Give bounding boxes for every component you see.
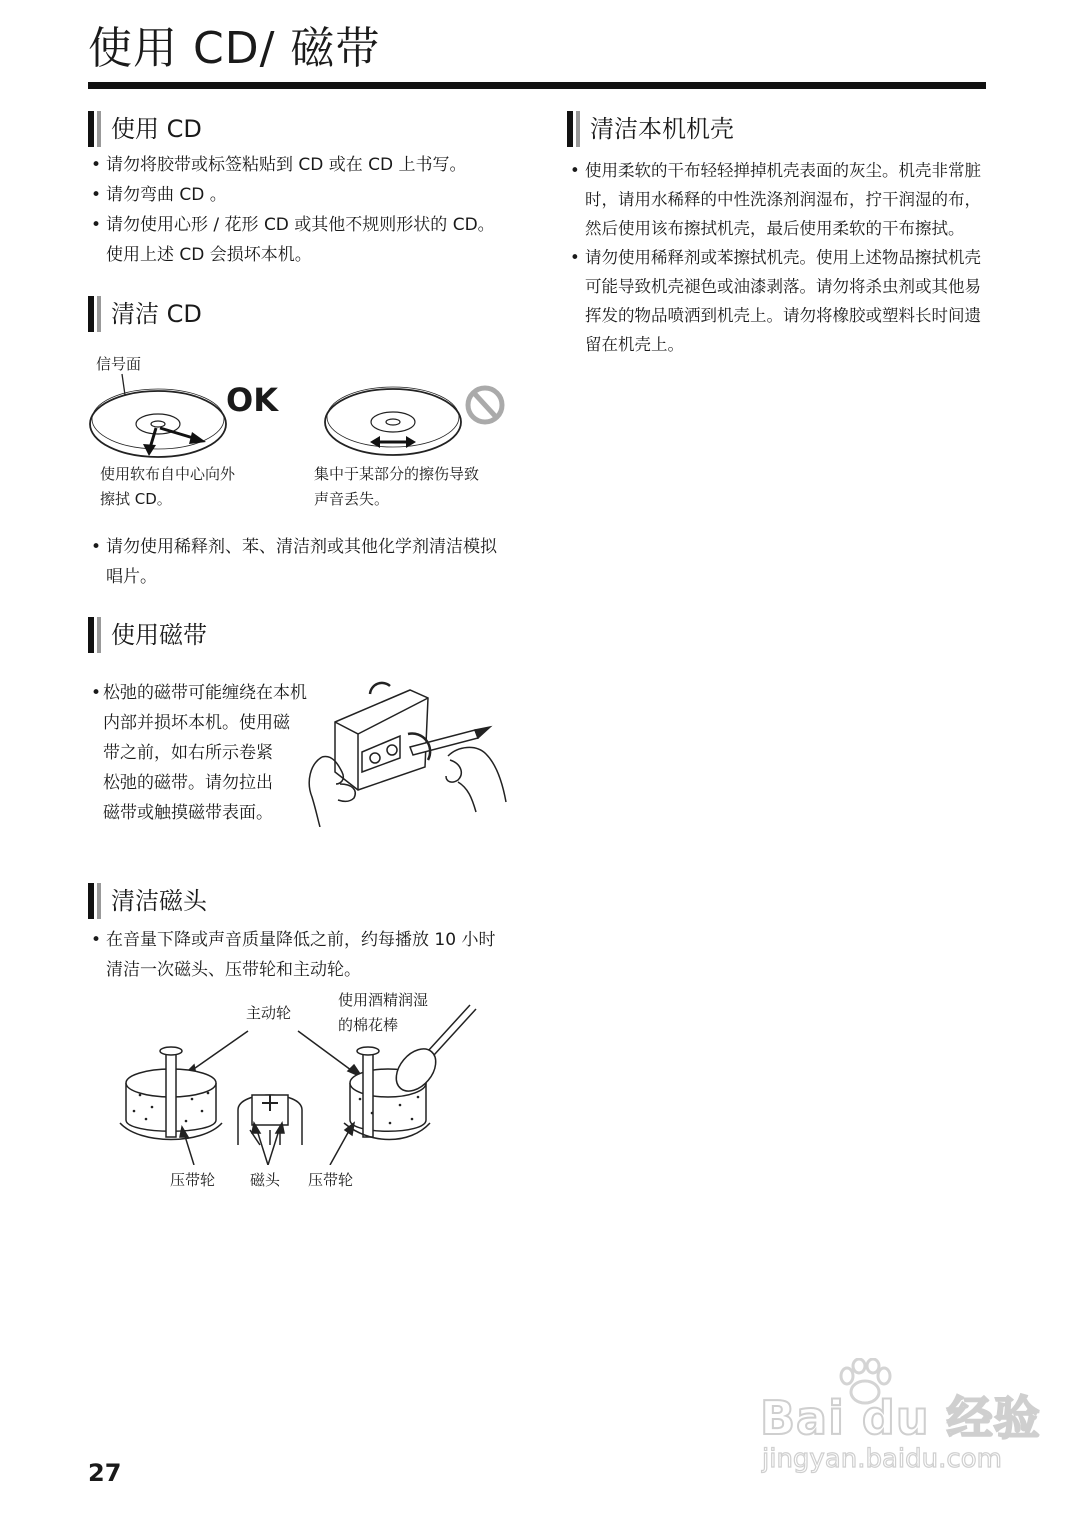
section-heading-clean-head — [88, 883, 207, 919]
list-item: • 请勿使用心形 / 花形 CD 或其他不规则形状的 CD。使用上述 CD 会损坏本机。 — [88, 210, 508, 270]
section-title: 清洁 CD — [111, 300, 202, 328]
baidu-watermark — [760, 1358, 1050, 1478]
swab-label-line2: 的棉花棒 — [338, 1016, 399, 1034]
text-line: 内部并损坏本机。使用磁 — [103, 713, 290, 733]
list-item: • 在音量下降或声音质量降低之前，约每播放 10 小时清洁一次磁头、压带轮和主动轮。 — [88, 925, 503, 985]
caption-line: 集中于某部分的擦伤导致 — [314, 465, 480, 483]
head-cleaning-illustration — [110, 995, 490, 1165]
section-title: 清洁本机机壳 — [590, 115, 734, 143]
list-item: • 请勿弯曲 CD 。 — [88, 180, 508, 210]
pinch-roller-left-drawing — [120, 1047, 222, 1140]
clean-cabinet-list — [567, 156, 985, 359]
section-heading-use-tape — [88, 617, 207, 653]
list-item: • 请勿使用稀释剂、苯、清洁剂或其他化学剂清洁模拟唱片。 — [88, 532, 508, 592]
text-line: 松弛的磁带可能缠绕在本机 — [103, 683, 307, 703]
prohibited-icon — [468, 388, 502, 422]
page-title: 使用 CD/ 磁带 — [88, 23, 381, 74]
section-heading-clean-cd — [88, 296, 202, 332]
heading-bar-shade — [97, 296, 101, 332]
signal-side-label: 信号面 — [96, 355, 142, 373]
use-cd-list — [88, 150, 508, 270]
capstan-pointer-left — [188, 1031, 248, 1073]
heading-bar — [88, 617, 94, 653]
section-heading-use-cd — [88, 111, 202, 147]
pinch-roller-right-label: 压带轮 — [308, 1171, 354, 1189]
cassette-winding-illustration — [300, 672, 510, 827]
bullet-dot: • — [91, 683, 102, 703]
pinch-roller-left-label: 压带轮 — [170, 1171, 216, 1189]
caption-line: 使用软布自中心向外 — [100, 465, 236, 483]
title-rule — [88, 82, 986, 89]
head-label: 磁头 — [250, 1171, 281, 1189]
section-title: 清洁磁头 — [111, 887, 207, 915]
text-line: 磁带或触摸磁带表面。 — [103, 803, 273, 823]
caption-ng — [314, 462, 524, 512]
heading-bar-shade — [576, 111, 580, 147]
watermark-brand: Bai du 经验 — [760, 1391, 1041, 1445]
list-item: • 使用柔软的干布轻轻掸掉机壳表面的灰尘。机壳非常脏时，请用水稀释的中性洗涤剂润湿布，拧干润湿的布，然后使用该布擦拭机壳，最后使用柔软的干布擦拭。 — [567, 156, 985, 243]
cotton-swab-drawing — [388, 1005, 476, 1099]
ok-label: OK — [226, 381, 278, 419]
caption-line: 声音丢失。 — [314, 490, 390, 508]
heading-bar — [88, 296, 94, 332]
swab-label-line1: 使用酒精润湿 — [338, 991, 429, 1009]
text-line: 松弛的磁带。请勿拉出 — [103, 773, 273, 793]
clean-head-list — [88, 925, 503, 985]
section-title: 使用磁带 — [111, 621, 207, 649]
heading-bar-shade — [97, 617, 101, 653]
heading-bar — [88, 111, 94, 147]
clean-cd-list — [88, 532, 508, 592]
cd-disc-ok — [90, 391, 226, 457]
watermark-url: jingyan.baidu.com — [762, 1444, 1002, 1474]
tape-head-drawing — [238, 1095, 302, 1145]
list-item: • 请勿将胶带或标签粘贴到 CD 或在 CD 上书写。 — [88, 150, 508, 180]
caption-ok — [100, 462, 300, 512]
heading-bar — [567, 111, 573, 147]
page-number: 27 — [88, 1459, 122, 1487]
heading-bar-shade — [97, 111, 101, 147]
text-line: 带之前，如右所示卷紧 — [103, 743, 273, 763]
section-title: 使用 CD — [111, 115, 202, 143]
capstan-label: 主动轮 — [246, 1004, 292, 1022]
cd-cleaning-illustration — [88, 372, 518, 462]
heading-bar — [88, 883, 94, 919]
section-heading-clean-cabinet — [567, 111, 734, 147]
capstan-pointer-right — [298, 1031, 355, 1073]
list-item: • 请勿使用稀释剂或苯擦拭机壳。使用上述物品擦拭机壳可能导致机壳褪色或油漆剥落。请勿将杀虫剂或其他易挥发的物品喷洒到机壳上。请勿将橡胶或塑料长时间遗留在机壳上。 — [567, 243, 985, 359]
heading-bar-shade — [97, 883, 101, 919]
cd-disc-ng — [325, 389, 461, 455]
caption-line: 擦拭 CD。 — [100, 490, 172, 508]
